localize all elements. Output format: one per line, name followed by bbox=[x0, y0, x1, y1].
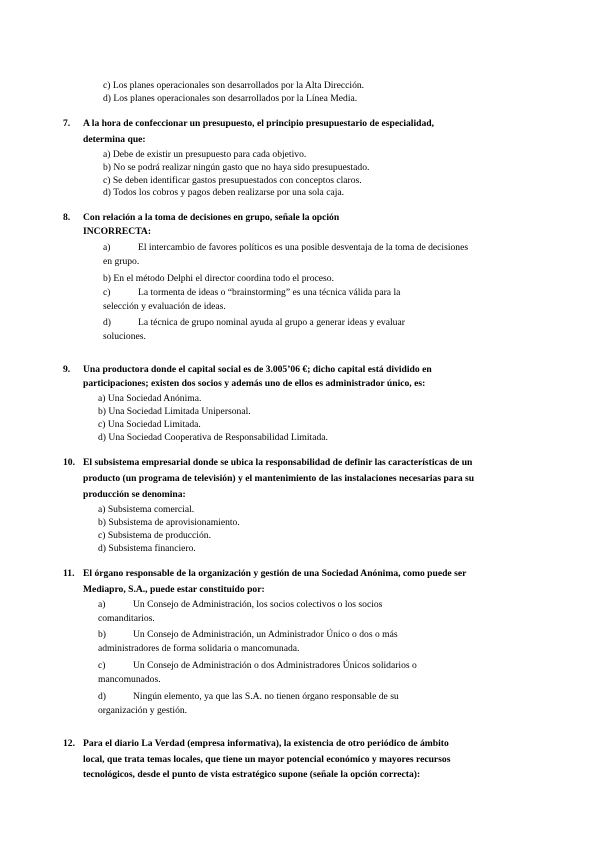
q8-option-b: b) En el método Delphi el director coordina todo el proceso. bbox=[103, 273, 334, 284]
q10-option-a: a) Subsistema comercial. bbox=[98, 504, 195, 515]
option-d-carry: d) Los planes operacionales son desarrollados por la Línea Media. bbox=[103, 93, 358, 104]
q11-option-b-line-1: Un Consejo de Administración, un Administrador Único o dos o más bbox=[133, 629, 398, 640]
q11-option-d-label: d) bbox=[98, 691, 106, 702]
q8-number: 8. bbox=[63, 212, 71, 223]
q8-option-a-line-2: en grupo. bbox=[103, 256, 140, 267]
q12-number: 12. bbox=[63, 738, 75, 749]
q7-stem-line-1: A la hora de confeccionar un presupuesto, el principio presupuestario de especialidad, bbox=[83, 118, 434, 129]
q8-option-d-line-2: soluciones. bbox=[103, 331, 146, 342]
q9-option-a: a) Una Sociedad Anónima. bbox=[98, 393, 202, 404]
q11-stem-line-2: Mediapro, S.A., puede estar constituido por: bbox=[83, 584, 265, 595]
q11-option-c-line-2: mancomunados. bbox=[98, 674, 161, 685]
q12-stem-line-3: tecnológicos, desde el punto de vista estratégico supone (señale la opción correcta): bbox=[83, 769, 421, 780]
q9-number: 9. bbox=[63, 364, 71, 375]
q9-stem-line-2: participaciones; existen dos socios y además uno de ellos es administrador único, es: bbox=[83, 378, 426, 389]
q10-option-c: c) Subsistema de producción. bbox=[98, 530, 211, 541]
q10-stem-line-1: El subsistema empresarial donde se ubica la responsabilidad de definir las características de un bbox=[83, 457, 473, 468]
q8-stem-line-1: Con relación a la toma de decisiones en grupo, señale la opción bbox=[83, 212, 340, 223]
q10-stem-line-3: producción se denomina: bbox=[83, 489, 186, 500]
q11-option-a-label: a) bbox=[98, 599, 106, 610]
q11-option-a-line-2: comanditarios. bbox=[98, 613, 155, 624]
q12-stem-line-1: Para el diario La Verdad (empresa informativa), la existencia de otro periódico de ámbito bbox=[83, 738, 449, 749]
q9-option-c: c) Una Sociedad Limitada. bbox=[98, 419, 201, 430]
q11-option-c-line-1: Un Consejo de Administración o dos Administradores Únicos solidarios o bbox=[133, 660, 417, 671]
q8-option-d-line-1: La técnica de grupo nominal ayuda al grupo a generar ideas y evaluar bbox=[138, 317, 405, 328]
q11-option-c-label: c) bbox=[98, 660, 106, 671]
q8-option-d-label: d) bbox=[103, 317, 111, 328]
q7-option-b: b) No se podrá realizar ningún gasto que no haya sido presupuestado. bbox=[103, 162, 370, 173]
q10-stem-line-2: producto (un programa de televisión) y el mantenimiento de las instalaciones necesarias para su bbox=[83, 473, 475, 484]
q9-option-b: b) Una Sociedad Limitada Unipersonal. bbox=[98, 406, 251, 417]
q11-option-b-label: b) bbox=[98, 629, 106, 640]
q11-option-b-line-2: administradores de forma solidaria o mancomunada. bbox=[98, 643, 300, 654]
q11-option-a-line-1: Un Consejo de Administración, los socios colectivos o los socios bbox=[133, 599, 383, 610]
q11-stem-line-1: El órgano responsable de la organización y gestión de una Sociedad Anónima, como puede ser bbox=[83, 568, 467, 579]
option-c-carry: c) Los planes operacionales son desarrollados por la Alta Dirección. bbox=[103, 80, 365, 91]
q9-stem-line-1: Una productora donde el capital social es de 3.005’06 €; dicho capital está dividido en bbox=[83, 364, 432, 375]
q10-option-d: d) Subsistema financiero. bbox=[98, 543, 196, 554]
q10-option-b: b) Subsistema de aprovisionamiento. bbox=[98, 517, 240, 528]
q8-stem-line-2: INCORRECTA: bbox=[83, 226, 152, 237]
q7-option-d: d) Todos los cobros y pagos deben realizarse por una sola caja. bbox=[103, 187, 345, 198]
q11-number: 11. bbox=[63, 568, 75, 579]
q7-option-a: a) Debe de existir un presupuesto para cada objetivo. bbox=[103, 149, 307, 160]
q12-stem-line-2: local, que trata temas locales, que tiene un mayor potencial económico y mayores recursos bbox=[83, 754, 451, 765]
q7-stem-line-2: determina que: bbox=[83, 134, 146, 145]
q11-option-d-line-2: organización y gestión. bbox=[98, 705, 188, 716]
q7-number: 7. bbox=[63, 118, 71, 129]
q8-option-c-line-2: selección y evaluación de ideas. bbox=[103, 301, 226, 312]
q11-option-d-line-1: Ningún elemento, ya que las S.A. no tienen órgano responsable de su bbox=[133, 691, 399, 702]
q8-option-c-label: c) bbox=[103, 287, 111, 298]
q7-option-c: c) Se deben identificar gastos presupuestados con conceptos claros. bbox=[103, 175, 362, 186]
q8-option-a-label: a) bbox=[103, 242, 111, 253]
q8-option-c-line-1: La tormenta de ideas o “brainstorming” es una técnica válida para la bbox=[138, 287, 401, 298]
q8-option-a-line-1: El intercambio de favores políticos es una posible desventaja de la toma de decisiones bbox=[138, 242, 469, 253]
q10-number: 10. bbox=[63, 457, 75, 468]
q9-option-d: d) Una Sociedad Cooperativa de Responsabilidad Limitada. bbox=[98, 432, 328, 443]
